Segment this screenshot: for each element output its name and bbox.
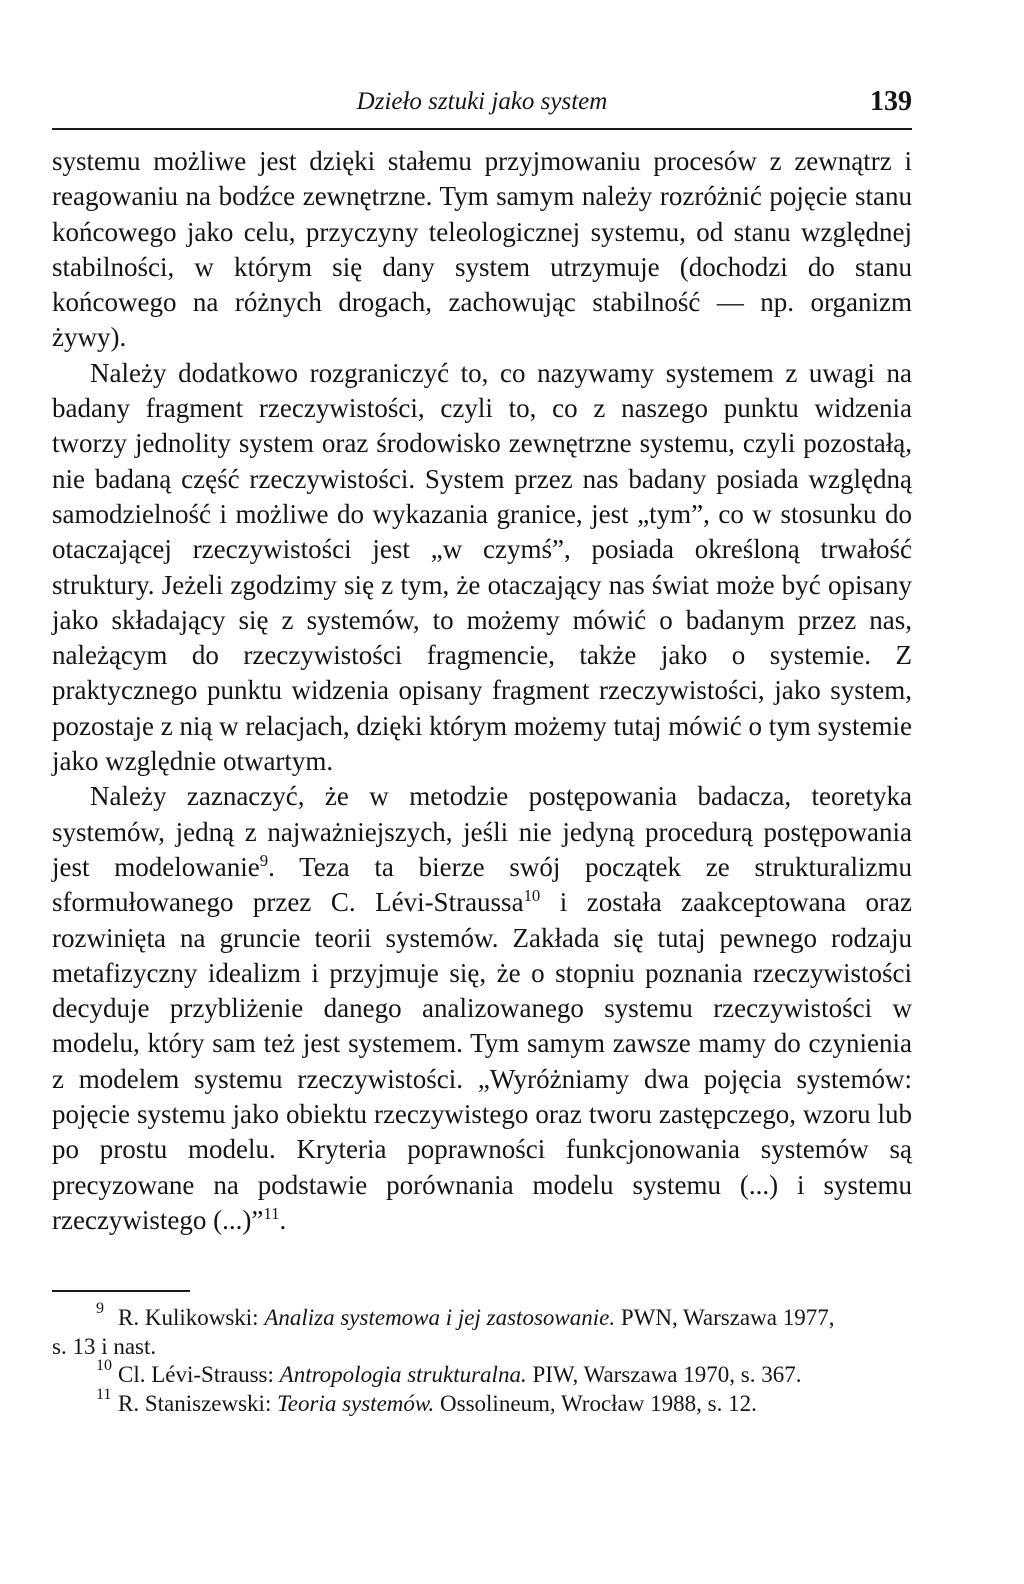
footnote-number: 11 (96, 1385, 112, 1403)
footnote-ref-11[interactable]: 11 (263, 1203, 280, 1223)
footnote-text: R. Staniszewski: (118, 1390, 278, 1416)
footnotes (52, 1300, 912, 1418)
footnote-number: 10 (96, 1357, 112, 1375)
paragraph-1 (52, 144, 912, 356)
paragraph-2 (52, 356, 912, 780)
footnote-10 (52, 1357, 912, 1390)
footnote-ref-9[interactable]: 9 (259, 850, 269, 870)
footnote-text: R. Kulikowski: (118, 1305, 265, 1331)
footnote-9 (52, 1300, 912, 1361)
footnote-rule (52, 1290, 190, 1292)
running-head (52, 84, 912, 130)
body-text (52, 144, 912, 1238)
paragraph-3 (52, 779, 912, 1238)
footnote-11 (52, 1385, 912, 1419)
book-page (52, 84, 912, 1418)
paragraph-text: . (279, 1204, 287, 1235)
footnote-title: Teoria systemów. (277, 1390, 435, 1416)
paragraph-text: Należy dodatkowo rozgraniczyć to, co nazywamy systemem z uwagi na badany fragment rzeczywistości, czyli to, co z naszego punktu widzenia tworzy jednolity system oraz środowisko zewnętrzne systemu, czyli pozostałą, nie badaną część rzeczywistości. System przez nas badany posiada względną samodzielność i możliwe do wykazania granice, jest „tym”, co w stosunku do otaczającej rzeczywistości jest „w czymś”, posiada określoną trwałość struktury. Jeżeli zgodzimy się z tym, że otaczający nas świat może być opisany jako składający się z systemów, to możemy mówić o badanym przez nas, należącym do rzeczywistości fragmencie, także jako o systemie. Z praktycznego punktu widzenia opisany fragment rzeczywistości, jako system, pozostaje z nią w relacjach, dzięki którym możemy tutaj mówić o tym systemie jako względnie otwartym. (52, 357, 912, 777)
paragraph-text: Należy zaznaczyć, że w metodzie postępowania badacza, teoretyka systemów, jedną z najważniejszych, jeśli nie jedyną procedurą postępowania jest modelowanie (52, 781, 912, 882)
footnote-number: 9 (96, 1300, 104, 1318)
footnote-ref-10[interactable]: 10 (523, 886, 541, 906)
footnote-title: Antropologia strukturalna. (279, 1362, 527, 1388)
paragraph-text: i została zaakceptowana oraz rozwinięta na gruncie teorii systemów. Zakłada się tutaj pewnego rodzaju metafizyczny idealizm i przyjmuje się, że o stopniu poznania rzeczywistości decyduje przybliżenie danego analizowanego systemu rzeczywistości w modelu, który sam też jest systemem. Tym samym zawsze mamy do czynienia z modelem systemu rzeczywistości. „Wyróżniamy dwa pojęcia systemów: pojęcie systemu jako obiektu rzeczywistego oraz tworu zastępczego, wzoru lub po prostu modelu. Kryteria poprawności funkcjonowania systemów są precyzowane na podstawie porównania modelu systemu (...) i systemu rzeczywistego (...)” (52, 887, 913, 1235)
footnote-text: PIW, Warszawa 1970, s. 367. (526, 1362, 802, 1388)
running-title: Dzieło sztuki jako system (356, 88, 608, 115)
paragraph-text: systemu możliwe jest dzięki stałemu przyjmowaniu procesów z zewnątrz i reagowaniu na bodźce zewnętrzne. Tym samym należy rozróżnić pojęcie stanu końcowego jako celu, przyczyny teleologicznej systemu, od stanu względnej stabilności, w którym się dany system utrzymuje (dochodzi do stanu końcowego na różnych drogach, zachowując stabilność — np. organizm żywy). (52, 146, 912, 353)
footnote-text: PWN, Warszawa 1977, (615, 1305, 835, 1331)
footnote-text: Ossolineum, Wrocław 1988, s. 12. (434, 1390, 757, 1416)
footnote-title: Analiza systemowa i jej zastosowanie. (264, 1305, 616, 1331)
page-number: 139 (870, 86, 912, 117)
footnote-text: Cl. Lévi-Strauss: (118, 1362, 280, 1388)
footnote-continuation: s. 13 i nast. (52, 1333, 157, 1359)
paragraph-text: . Teza ta bierze swój początek ze strukturalizmu sformułowanego przez C. Lévi-Straussa (52, 851, 912, 918)
